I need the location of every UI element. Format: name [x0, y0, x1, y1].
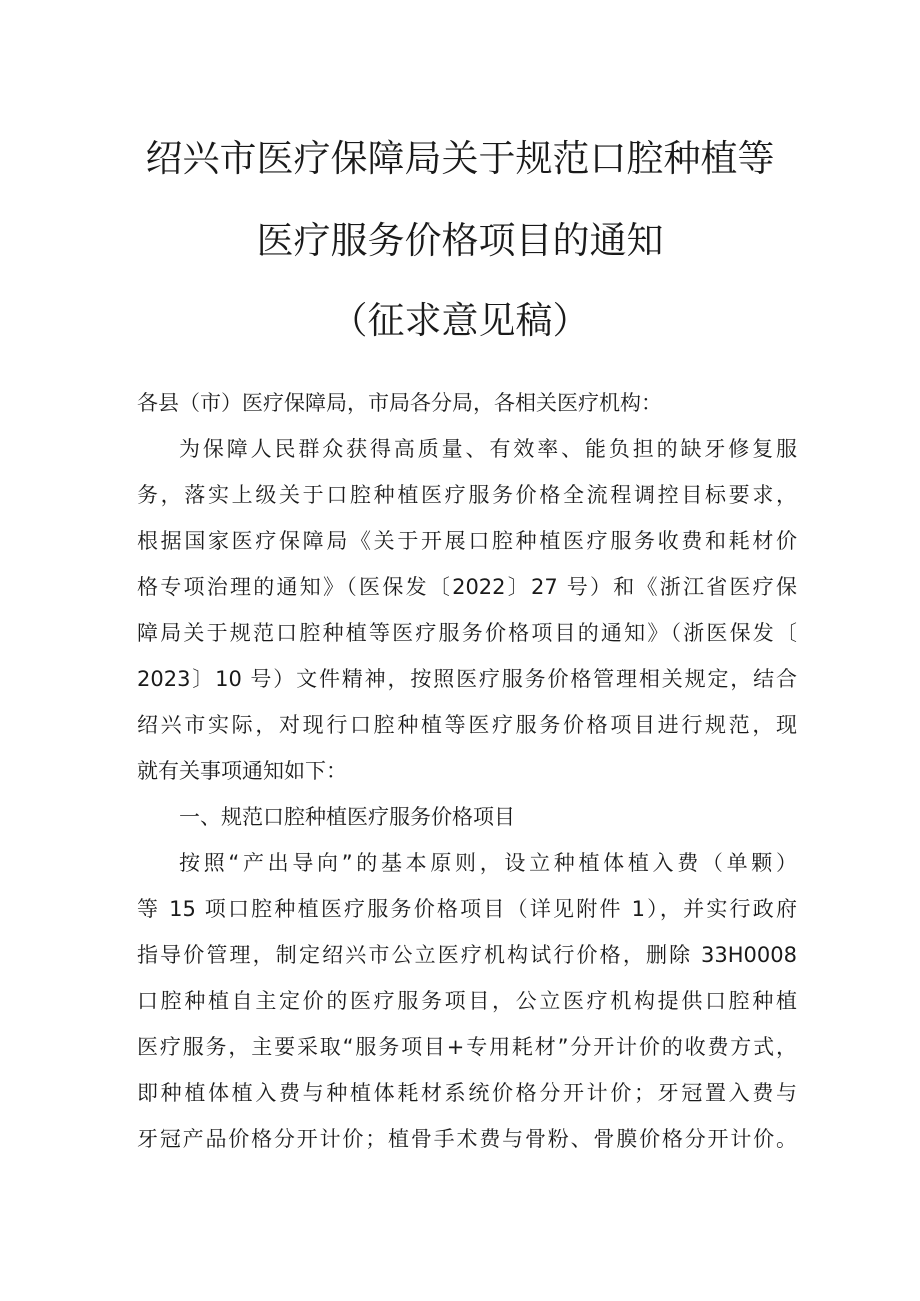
paragraph-line: 格专项治理的通知》（医保发〔2022〕27 号）和《浙江省医疗保: [137, 575, 797, 599]
paragraph-line: 牙冠产品价格分开计价；植骨手术费与骨粉、骨膜价格分开计价。: [137, 1127, 797, 1151]
salutation: 各县（市）医疗保障局，市局各分局，各相关医疗机构：: [137, 391, 662, 415]
paragraph-line: 2023〕10 号）文件精神，按照医疗服务价格管理相关规定，结合: [137, 667, 797, 691]
document-title-line-2: 医疗服务价格项目的通知: [256, 219, 664, 262]
paragraph-line: 口腔种植自主定价的医疗服务项目，公立医疗机构提供口腔种植: [137, 989, 797, 1013]
paragraph-line: 指导价管理，制定绍兴市公立医疗机构试行价格，删除 33H0008: [137, 943, 797, 967]
paragraph-line: 绍兴市实际，对现行口腔种植等医疗服务价格项目进行规范，现: [137, 713, 797, 737]
document-title-line-1: 绍兴市医疗保障局关于规范口腔种植等: [145, 137, 775, 180]
paragraph-line: 即种植体植入费与种植体耗材系统价格分开计价；牙冠置入费与: [137, 1081, 797, 1105]
paragraph-line: 为保障人民群众获得高质量、有效率、能负担的缺牙修复服: [179, 437, 797, 461]
section-heading: 一、规范口腔种植医疗服务价格项目: [179, 805, 515, 829]
paragraph-line: 根据国家医疗保障局《关于开展口腔种植医疗服务收费和耗材价: [137, 529, 797, 553]
paragraph-line: 障局关于规范口腔种植等医疗服务价格项目的通知》（浙医保发〔: [137, 621, 797, 645]
paragraph-line: 就有关事项通知如下：: [137, 759, 347, 783]
paragraph-line: 按照“产出导向”的基本原则，设立种植体植入费（单颗）: [179, 851, 797, 875]
paragraph-line: 等 15 项口腔种植医疗服务价格项目（详见附件 1），并实行政府: [137, 897, 797, 921]
document-body: [137, 380, 797, 1162]
document-title-line-3: （征求意见稿）: [330, 299, 590, 342]
paragraph-line: 务，落实上级关于口腔种植医疗服务价格全流程调控目标要求，: [137, 483, 797, 507]
paragraph-line: 医疗服务，主要采取“服务项目+专用耗材”分开计价的收费方式，: [137, 1035, 797, 1059]
